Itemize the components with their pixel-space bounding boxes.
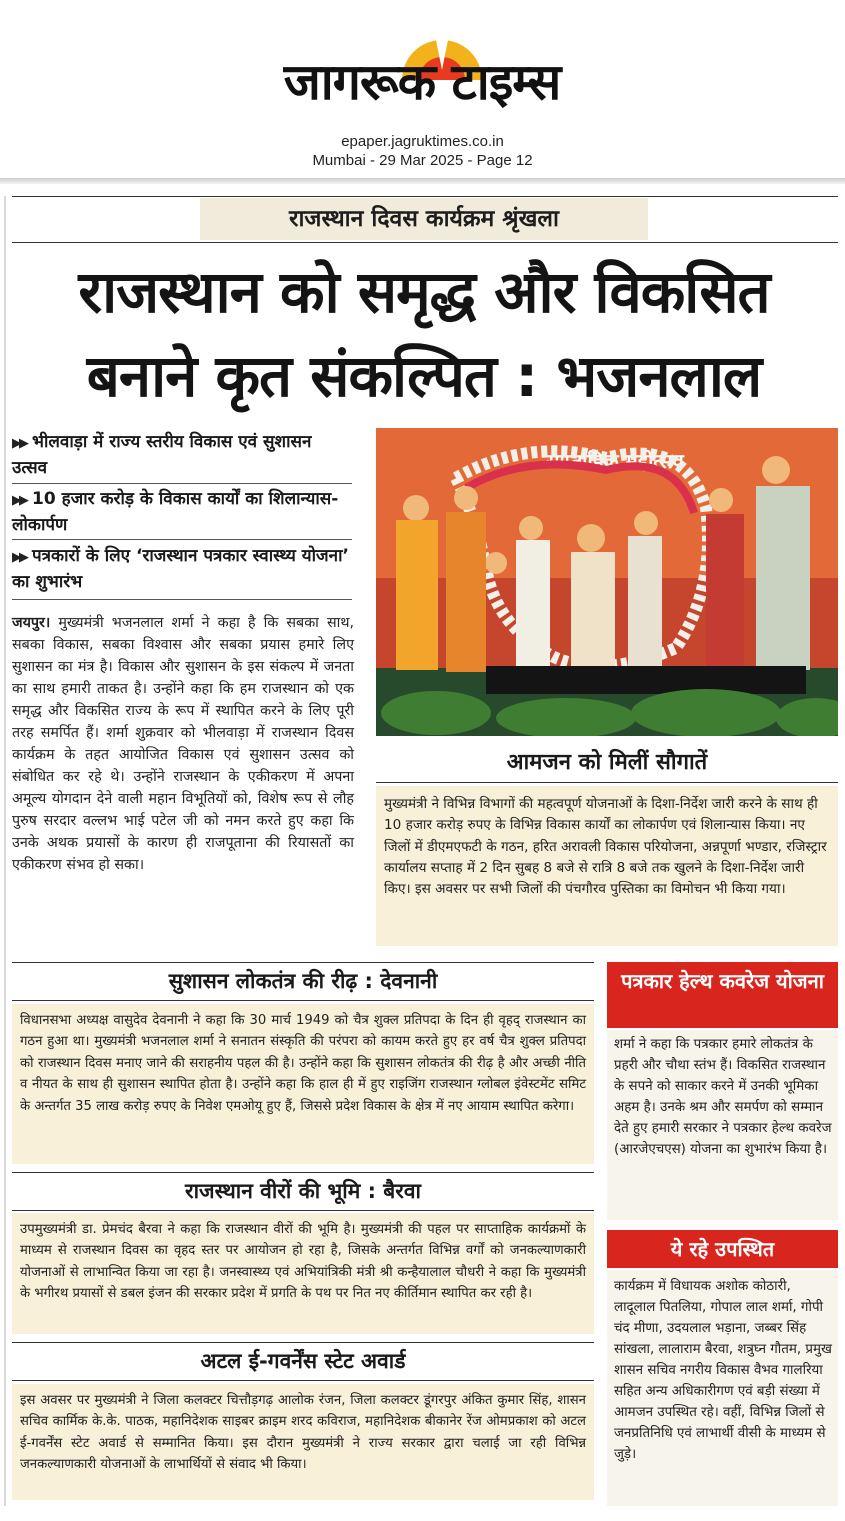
sidebar-body-attendees: कार्यक्रम में विधायक अशोक कोठारी, लादूलाल पितलिया, गोपाल लाल शर्मा, गोपी चंद मीणा, उदयलाल भड़ाना, जब्बर सिंह सांखला, लालाराम बैरवा, शत्रुघ्न गौतम, प्रमुख शासन सचिव नगरीय विकास वैभव गालरिया सहित अन्य अधिकारीगण एवं बड़ी संख्या में आमजन उपस्थित रहे। वहीं, विभिन्न जिलों से जनप्रतिनिधि एवं लाभार्थी वीसी के माध्यम से जुड़े।	[614, 1279, 833, 1462]
amjan-heading: आमजन को मिलीं सौगातें	[506, 750, 708, 775]
section-rule	[12, 1210, 594, 1211]
page-left-rule	[4, 196, 6, 1506]
section-rule-top	[12, 1172, 594, 1173]
section-heading-devnani: सुशासन लोकतंत्र की रीढ़ : देवनानी	[168, 969, 438, 993]
headline-line-1: राजस्थान को समृद्ध और विकसित	[78, 258, 770, 326]
intro-paragraph	[12, 612, 354, 876]
bullet-divider	[12, 599, 352, 600]
bullet-divider	[12, 539, 352, 540]
masthead	[0, 0, 845, 180]
section-rule	[12, 1380, 594, 1381]
brand-name: जागरूक टाइम्स	[283, 53, 561, 111]
intro-body: मुख्यमंत्री भजनलाल शर्मा ने कहा है कि सबका साथ, सबका विकास, सबका विश्वास और सबका प्रयास हमारे लिए सुशासन का मंत्र है। विकास और सुशासन के इस संकल्प में जनता का साथ हमारी ताकत है। उन्होंने कहा कि हम राजस्थान को एक समृद्ध और विकसित राज्य के रूप में स्थापित करने के लिए पूरी तरह समर्पित हैं। शर्मा शुक्रवार को भीलवाड़ा में राजस्थान दिवस कार्यक्रम के तहत आयोजित विकास एवं सुशासन उत्सव को संबोधित कर रहे थे। उन्होंने राजस्थान के एकीकरण में अपना अमूल्य योगदान देने वाली महान विभूतियों को, विशेष रूप से लौह पुरुष सरदार वल्लभ भाई पटेल जी को नमन करते हुए कहा कि उनके अथक प्रयासों के कारण ही राजपूताना की रियासतों का एकीकरण संभव हो सका।	[12, 615, 354, 873]
double-arrow-icon: ▶▶	[12, 493, 26, 508]
bullet-point	[12, 487, 352, 538]
bullet-divider	[12, 483, 352, 484]
bullet-text: 10 हजार करोड़ के विकास कार्यों का शिलान्यास-लोकार्पण	[12, 489, 339, 535]
bullet-text: भीलवाड़ा में राज्य स्तरीय विकास एवं सुशासन उत्सव	[12, 432, 312, 478]
section-rule	[12, 1000, 594, 1001]
kicker-rule-top	[12, 196, 838, 197]
section-body-egovernance: इस अवसर पर मुख्यमंत्री ने जिला कलक्टर चित्तौड़गढ़ आलोक रंजन, जिला कलक्टर डूंगरपुर अंकित कुमार सिंह, शासन सचिव कार्मिक के.के. पाठक, महानिदेशक साइबर क्राइम शरद कविराज, महानिदेशक बीकानेर रेंज ओमप्रकाश को अटल ई-गवर्नेंस स्टेट अवार्ड से सम्मानित किया। इस दौरान मुख्यमंत्री ने राज्य सरकार द्वारा चलाई जा रही विभिन्न जनकल्याणकारी योजनाओं के लाभार्थियों से संवाद भी किया।	[12, 1384, 594, 1500]
event-photo-illustration	[376, 428, 838, 736]
main-headline	[10, 250, 838, 418]
bullet-point	[12, 544, 352, 595]
sidebar-heading-health: पत्रकार हेल्थ कवरेज योजना	[607, 962, 838, 1028]
photo-banner-text: साप्ताहिक महोत्सव	[546, 449, 684, 473]
double-arrow-icon: ▶▶	[12, 550, 26, 565]
headline-line-2: बनाने कृत संकल्पित : भजनलाल	[86, 342, 762, 410]
series-kicker: राजस्थान दिवस कार्यक्रम श्रृंखला	[200, 198, 648, 240]
section-heading-egovernance: अटल ई-गवर्नेंस स्टेट अवार्ड	[200, 1349, 406, 1373]
section-body-bairwa: उपमुख्यमंत्री डा. प्रेमचंद बैरवा ने कहा कि राजस्थान वीरों की भूमि है। मुख्यमंत्री की पहल पर साप्ताहिक कार्यक्रमों के माध्यम से राजस्थान दिवस का वृहद स्तर पर आयोजन हो रहा है, जिसके अन्तर्गत विभिन्न वर्गों को जनकल्याणकारी योजनाओं से लाभान्वित किया जा रहा है। जनस्वास्थ्य एवं अभियांत्रिकी मंत्री श्री कन्हैयालाल चौधरी ने कहा कि मुख्यमंत्री के भगीरथ प्रयासों से डबल इंजन की सरकार प्रदेश में प्रगति के पथ पर नित नए कीर्तिमान स्थापित कर रही है।	[12, 1213, 594, 1334]
sidebar-body-health: शर्मा ने कहा कि पत्रकार हमारे लोकतंत्र के प्रहरी और चौथा स्तंभ हैं। विकसित राजस्थान के सपने को साकार करने में उनकी भूमिका अहम है। उनके श्रम और समर्पण को सम्मान देते हुए हमारी सरकार ने पत्रकार हेल्थ कवरेज (आरजेएचएस) योजना का शुभारंभ किया है।	[614, 1037, 832, 1157]
bullet-point	[12, 430, 352, 481]
kicker-rule-bottom	[12, 242, 838, 243]
amjan-body: मुख्यमंत्री ने विभिन्न विभागों की महत्वपूर्ण योजनाओं के दिशा-निर्देश जारी करने के साथ ही 10 हजार करोड़ रुपए के विभिन्न विकास कार्यों का लोकार्पण एवं शिलान्यास किया। नए जिलों में डीएमएफटी के गठन, हरित अरावली विकास परियोजना, अन्नपूर्णा भण्डार, रजिस्ट्रार कार्यालय सप्ताह में 2 दिन सुबह 8 बजे से रात्रि 8 बजे तक खुलने के दिशा-निर्देश जारी किए। इस अवसर पर सभी जिलों की पंचगौरव पुस्तिका का विमोचन भी किया गया।	[376, 786, 838, 946]
section-rule-top	[12, 962, 594, 963]
section-body-devnani: विधानसभा अध्यक्ष वासुदेव देवनानी ने कहा कि 30 मार्च 1949 को चैत्र शुक्ल प्रतिपदा के दिन ही वृहद् राजस्थान का गठन हुआ था। मुख्यमंत्री भजनलाल शर्मा ने सनातन संस्कृति की परंपरा को कायम करते हुए हर वर्ष चैत्र शुक्ल प्रतिपदा को राजस्थान दिवस मनाए जाने की सराहनीय पहल की है। उन्होंने कहा कि सुशासन लोकतंत्र की रीढ़ है और अच्छी नीति व नीयत के साथ ही सुशासन स्थापित होता है। उन्होंने कहा कि हाल ही में हुए राइजिंग राजस्थान ग्लोबल इंवेस्टमेंट समिट के अन्तर्गत 35 लाख करोड़ रुपए के निवेश एमओयू हुए हैं, जिससे प्रदेश विकास के क्षेत्र में नए आयाम स्थापित करेगा।	[12, 1004, 594, 1164]
section-heading-bairwa: राजस्थान वीरों की भूमि : बैरवा	[185, 1179, 421, 1203]
masthead-divider	[0, 178, 845, 184]
dateline: जयपुर।	[12, 615, 51, 631]
amjan-rule	[376, 782, 838, 783]
newspaper-logo	[222, 8, 622, 126]
bullet-text: पत्रकारों के लिए ‘राजस्थान पत्रकार स्वास्थ्य योजना’ का शुभारंभ	[12, 546, 349, 592]
event-photo	[376, 428, 838, 736]
double-arrow-icon: ▶▶	[12, 436, 26, 451]
edition-info: Mumbai - 29 Mar 2025 - Page 12	[312, 152, 533, 169]
epaper-url[interactable]: epaper.jagruktimes.co.in	[341, 133, 504, 150]
sidebar-heading-attendees: ये रहे उपस्थित	[607, 1230, 838, 1268]
section-rule-top	[12, 1342, 594, 1343]
